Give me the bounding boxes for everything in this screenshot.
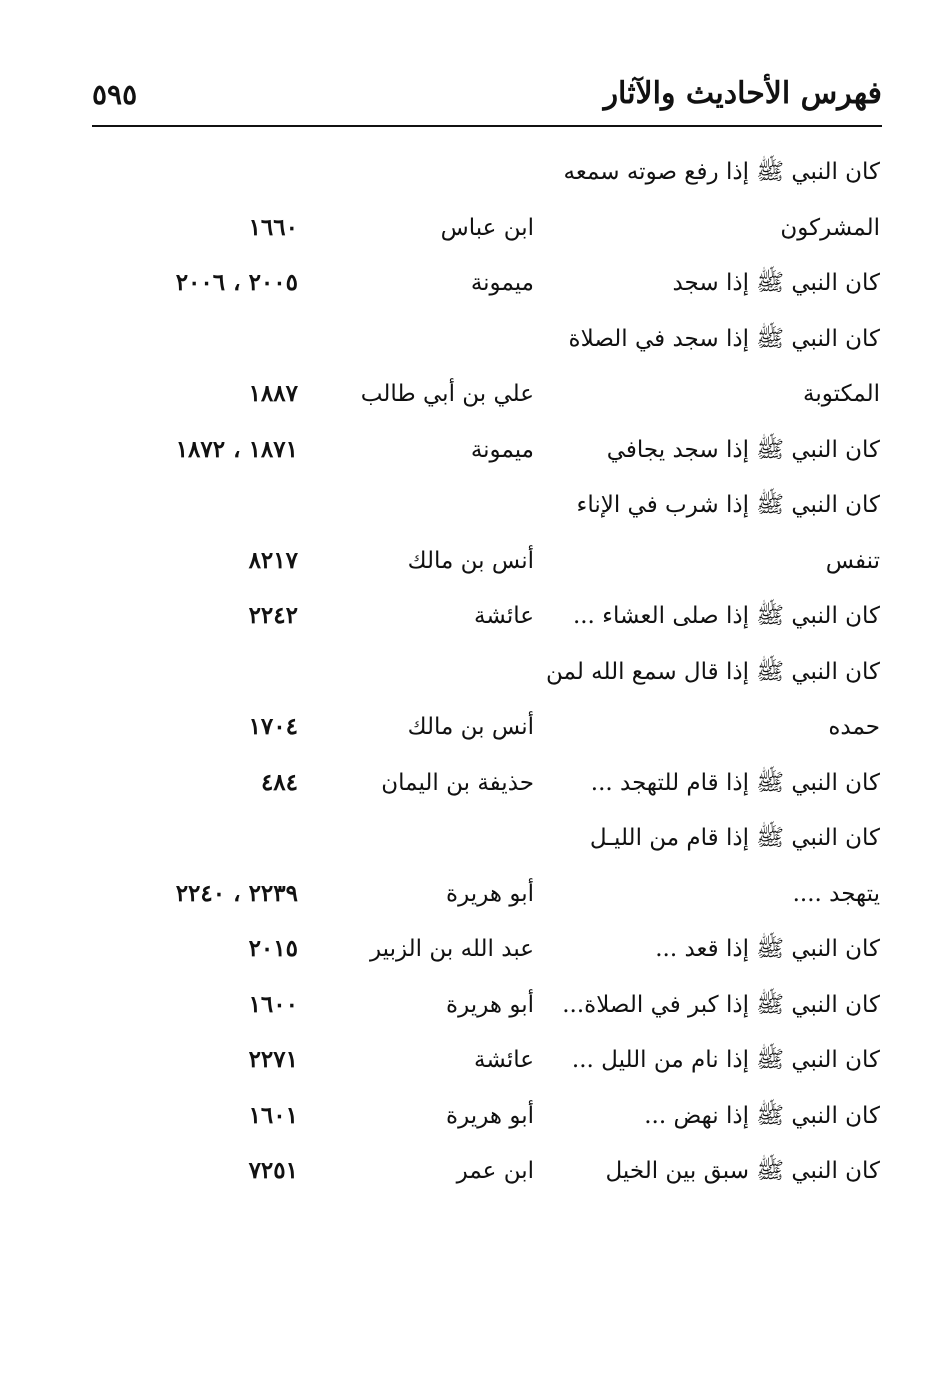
index-entry	[0, 756, 932, 812]
hadith-text: كان النبي ﷺ إذا قام للتهجد ...	[590, 769, 880, 796]
narrator: علي بن أبي طالب	[360, 381, 534, 407]
narrator: ابن عمر	[456, 1158, 534, 1184]
hadith-text: حمده	[828, 714, 880, 740]
hadith-numbers: ١٦٦٠	[248, 213, 298, 241]
narrator: حذيفة بن اليمان	[381, 769, 534, 796]
hadith-text: يتهجد ....	[792, 880, 880, 907]
narrator: أبو هريرة	[446, 880, 534, 907]
hadith-text: كان النبي ﷺ إذا قال سمع الله لمن	[546, 658, 880, 685]
hadith-text: كان النبي ﷺ إذا قام من الليـل	[589, 825, 880, 851]
hadith-numbers: ٢٠١٥	[248, 935, 298, 962]
hadith-numbers: ١٦٠٠	[248, 990, 298, 1018]
narrator: أنس بن مالك	[407, 714, 534, 740]
hadith-numbers: ١٨٨٧	[248, 380, 298, 407]
narrator: أبو هريرة	[446, 991, 534, 1018]
hadith-index-list	[0, 145, 932, 1200]
page-title: فهرس الأحاديث والآثار	[603, 76, 882, 111]
hadith-text: كان النبي ﷺ إذا كبر في الصلاة...	[562, 991, 880, 1018]
narrator: عبد الله بن الزبير	[369, 936, 534, 962]
index-entry	[0, 145, 932, 201]
narrator: عائشة	[474, 603, 534, 629]
hadith-numbers: ٨٢١٧	[248, 546, 298, 574]
hadith-text: المشركون	[780, 214, 880, 241]
narrator: أنس بن مالك	[407, 547, 534, 574]
header-divider	[92, 125, 882, 127]
hadith-text: كان النبي ﷺ إذا شرب في الإناء	[576, 492, 880, 518]
page-header	[92, 70, 882, 122]
index-entry	[0, 478, 932, 534]
hadith-text: كان النبي ﷺ إذا سجد	[672, 270, 880, 296]
hadith-numbers: ٧٢٥١	[248, 1157, 298, 1184]
index-entry	[0, 922, 932, 978]
narrator: عائشة	[474, 1047, 534, 1073]
index-entry	[0, 811, 932, 867]
hadith-text: كان النبي ﷺ إذا نهض ...	[644, 1102, 880, 1129]
index-entry	[0, 978, 932, 1034]
index-entry	[0, 1144, 932, 1200]
hadith-text: كان النبي ﷺ إذا سجد يجافي	[606, 436, 880, 463]
hadith-text: تنفس	[825, 547, 880, 574]
hadith-text: كان النبي ﷺ إذا صلى العشاء ...	[572, 603, 880, 629]
hadith-text: كان النبي ﷺ إذا قعد ...	[655, 936, 880, 962]
hadith-text: المكتوبة	[803, 381, 880, 407]
hadith-numbers: ١٦٠١	[248, 1101, 298, 1129]
index-entry	[0, 645, 932, 701]
index-entry	[0, 534, 932, 590]
index-entry	[0, 589, 932, 645]
index-entry	[0, 700, 932, 756]
hadith-text: كان النبي ﷺ إذا نام من الليل ...	[571, 1047, 880, 1073]
hadith-numbers: ٢٢٧١	[248, 1046, 298, 1073]
index-entry	[0, 867, 932, 923]
hadith-numbers: ٢٠٠٥ ، ٢٠٠٦	[175, 269, 298, 296]
narrator: ابن عباس	[440, 214, 534, 241]
hadith-numbers: ٢٢٣٩ ، ٢٢٤٠	[175, 879, 298, 907]
index-entry	[0, 201, 932, 257]
narrator: أبو هريرة	[446, 1102, 534, 1129]
hadith-text: كان النبي ﷺ سبق بين الخيل	[605, 1158, 880, 1184]
hadith-text: كان النبي ﷺ إذا رفع صوته سمعه	[563, 159, 880, 185]
index-entry	[0, 367, 932, 423]
index-entry	[0, 312, 932, 368]
hadith-numbers: ٢٢٤٢	[248, 602, 298, 629]
hadith-numbers: ١٨٧١ ، ١٨٧٢	[175, 435, 298, 463]
index-entry	[0, 423, 932, 479]
index-entry	[0, 1033, 932, 1089]
index-entry	[0, 1089, 932, 1145]
narrator: ميمونة	[470, 270, 534, 296]
hadith-numbers: ٤٨٤	[260, 768, 298, 796]
index-entry	[0, 256, 932, 312]
narrator: ميمونة	[470, 436, 534, 463]
page-number: ٥٩٥	[92, 78, 138, 111]
hadith-numbers: ١٧٠٤	[248, 713, 298, 740]
hadith-text: كان النبي ﷺ إذا سجد في الصلاة	[568, 325, 880, 352]
